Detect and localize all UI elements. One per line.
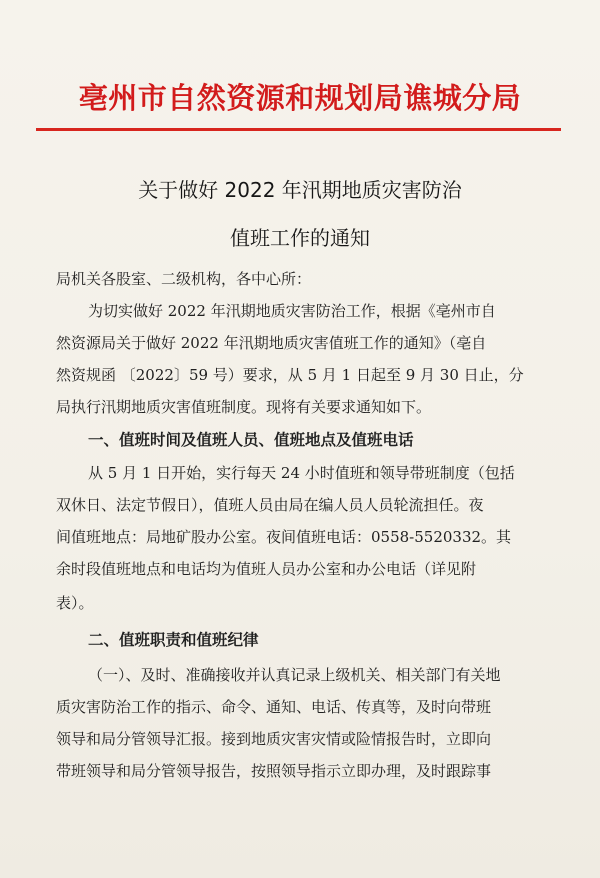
letterhead-org-name: 亳州市自然资源和规划局谯城分局 (78, 81, 522, 115)
body-line: 表）。 (56, 594, 94, 612)
body-line: 然资源局关于做好 2022 年汛期地质灾害值班工作的通知》（亳自 (56, 334, 487, 352)
body-line: 然资规函 〔2022〕59 号）要求，从 5 月 1 日起至 9 月 30 日止，分 (56, 366, 524, 384)
body-line: （一）、及时、准确接收并认真记录上级机关、相关部门有关地 (88, 666, 501, 684)
section-heading-1: 一、值班时间及值班人员、值班地点及值班电话 (88, 431, 414, 449)
body-line: 为切实做好 2022 年汛期地质灾害防治工作，根据《亳州市自 (88, 302, 496, 320)
section-heading-2: 二、值班职责和值班纪律 (88, 631, 259, 649)
body-line: 局执行汛期地质灾害值班制度。现将有关要求通知如下。 (56, 398, 432, 416)
body-line: 间值班地点：局地矿股办公室。夜间值班电话：0558-5520332。其 (56, 528, 512, 546)
body-line: 从 5 月 1 日开始，实行每天 24 小时值班和领导带班制度（包括 (88, 464, 515, 482)
body-line: 带班领导和局分管领导报告，按照领导指示立即办理，及时跟踪事 (56, 762, 492, 780)
document-title-line-1: 关于做好 2022 年汛期地质灾害防治 (138, 178, 462, 202)
body-line: 质灾害防治工作的指示、命令、通知、电话、传真等，及时向带班 (56, 698, 492, 716)
document-title-line-2: 值班工作的通知 (230, 226, 370, 250)
body-line: 双休日、法定节假日），值班人员由局在编人员人员轮流担任。夜 (56, 496, 484, 514)
body-line: 余时段值班地点和电话均为值班人员办公室和办公电话（详见附 (56, 560, 477, 578)
salutation: 局机关各股室、二级机构，各中心所： (56, 270, 312, 288)
letterhead-red-rule (36, 128, 561, 131)
body-line: 领导和局分管领导汇报。接到地质灾害灾情或险情报告时，立即向 (56, 730, 492, 748)
